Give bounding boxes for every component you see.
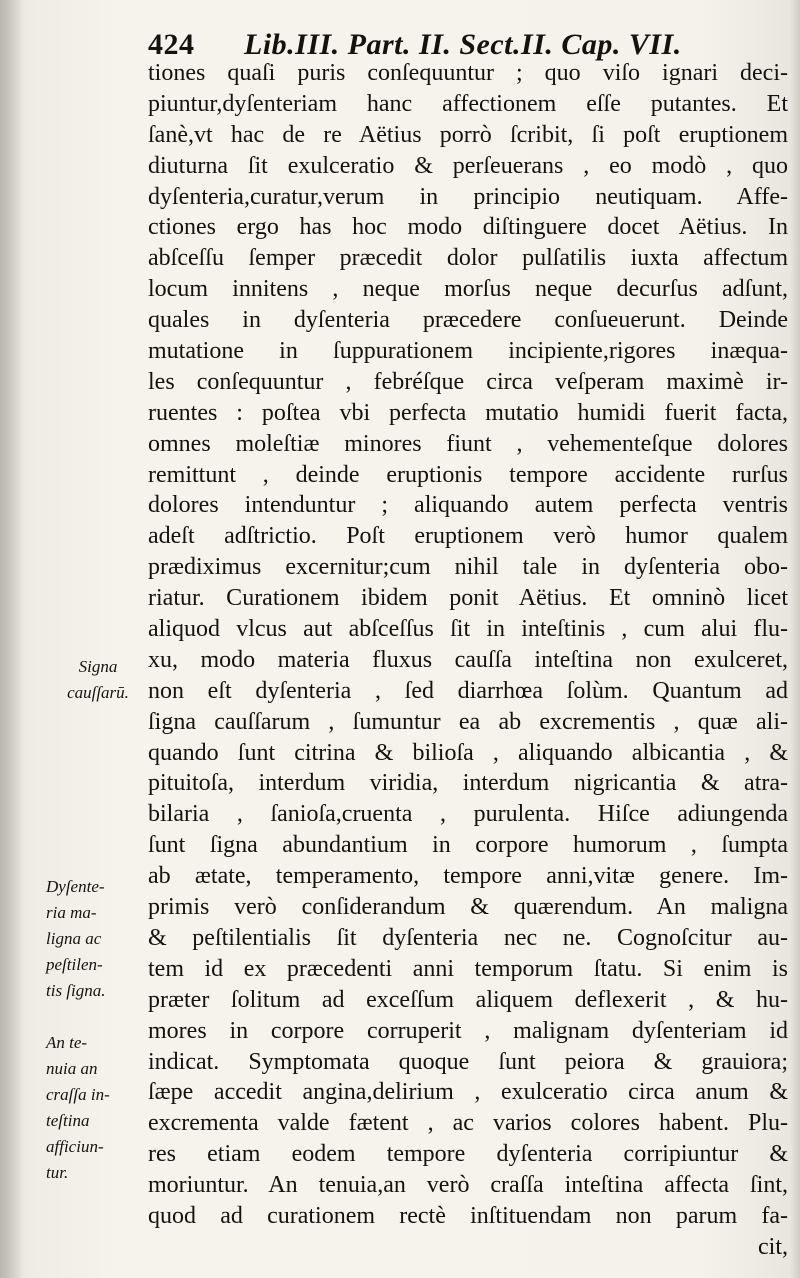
text-line: excrementa valde fætent , ac varios colores habent. Plu- — [148, 1110, 788, 1137]
page-number: 424 — [148, 28, 195, 61]
text-line: non eſt dyſenteria , ſed diarrhœa ſolùm. Quantum ad — [148, 677, 788, 704]
margin-note-line: Dyſente- — [46, 877, 105, 896]
text-line: remittunt , deinde eruptionis tempore accidente rurſus — [148, 461, 788, 488]
margin-note-line: tur. — [46, 1163, 69, 1182]
margin-note-line: cauſſarū. — [67, 683, 129, 702]
text-line: moriuntur. An tenuia,an verò craſſa inteſtina affecta ſint, — [148, 1172, 788, 1199]
text-line: res etiam eodem tempore dyſenteria corripiuntur & — [148, 1141, 788, 1168]
text-line: omnes moleſtiæ minores fiunt , vehementeſque dolores — [148, 430, 788, 457]
main-text-block — [148, 58, 788, 1263]
margin-note-line: An te- — [46, 1033, 88, 1052]
text-line: riatur. Curationem ibidem ponit Aëtius. Et omninò licet — [148, 585, 788, 612]
margin-note-line: ria ma- — [46, 903, 97, 922]
text-line: tem id ex præcedenti anni temporum ſtatu. Si enim is — [148, 955, 788, 982]
text-line: aliquod vlcus aut abſceſſus ſit in inteſtinis , cum alui flu- — [148, 616, 788, 643]
text-line: cit, — [758, 1233, 788, 1260]
text-line: ab ætate, temperamento, tempore anni,vitæ genere. Im- — [148, 863, 788, 890]
text-line: quod ad curationem rectè inſtituendam non parum fa- — [148, 1202, 788, 1229]
text-line: adeſt adſtrictio. Poſt eruptionem verò humor qualem — [148, 523, 788, 550]
margin-note-line: Signa — [78, 657, 118, 676]
text-line: prædiximus excernitur;cum nihil tale in dyſenteria obo- — [148, 554, 788, 581]
text-line: ſæpe accedit angina,delirium , exulceratio circa anum & — [148, 1079, 788, 1106]
text-line: bilaria , ſanioſa,cruenta , purulenta. Hiſce adiungenda — [148, 801, 788, 828]
text-line: diuturna ſit exulceratio & perſeuerans , eo modò , quo — [148, 152, 788, 179]
text-line: xu, modo materia fluxus cauſſa inteſtina non exulceret, — [148, 646, 788, 673]
text-line: dolores intenduntur ; aliquando autem perfecta ventris — [148, 492, 788, 519]
text-line: locum innitens , neque morſus neque decurſus adſunt, — [148, 276, 788, 303]
margin-note-signa-caussarum — [46, 654, 150, 706]
margin-note-line: craſſa in- — [46, 1085, 110, 1104]
margin-note-line: teſtina — [46, 1111, 90, 1130]
margin-note-line: ligna ac — [46, 929, 102, 948]
text-line: ſigna cauſſarum , ſumuntur ea ab excrementis , quæ ali- — [148, 708, 788, 735]
text-line: ſanè,vt hac de re Aëtius porrò ſcribit, ſi poſt eruptionem — [148, 121, 788, 148]
text-line: pituitoſa, interdum viridia, interdum nigricantia & atra- — [148, 770, 788, 797]
text-line: ctiones ergo has hoc modo diſtinguere docet Aëtius. In — [148, 214, 788, 241]
text-line: & peſtilentialis ſit dyſenteria nec ne. Cognoſcitur au- — [148, 924, 788, 951]
text-line: quando ſunt citrina & bilioſa , aliquando albicantia , & — [148, 739, 788, 766]
text-line: les conſequuntur , febréſque circa veſperam maximè ir- — [148, 368, 788, 395]
text-line: piuntur,dyſenteriam hanc affectionem eſſe putantes. Et — [148, 90, 788, 117]
text-line: mutatione in ſuppurationem incipiente,rigores inæqua- — [148, 338, 788, 365]
text-line: tiones quaſi puris conſequuntur ; quo viſo ignari deci- — [148, 60, 788, 86]
text-line: abſceſſu ſemper præcedit dolor pulſatilis iuxta affectum — [148, 245, 788, 272]
text-line: indicat. Symptomata quoque ſunt peiora & grauiora; — [148, 1048, 788, 1075]
text-line: mores in corpore corruperit , malignam dyſenteriam id — [148, 1017, 788, 1044]
text-line: dyſenteria,curatur,verum in principio neutiquam. Affe- — [148, 183, 788, 210]
text-line: ſunt ſigna abundantium in corpore humorum , ſumpta — [148, 832, 788, 859]
margin-note-line: nuia an — [46, 1059, 98, 1078]
margin-note-line: peſtilen- — [46, 955, 103, 974]
text-line: præter ſolitum ad exceſſum aliquem deflexerit , & hu- — [148, 986, 788, 1013]
margin-note-line: tis ſigna. — [46, 981, 106, 1000]
margin-note-an-tenuia — [46, 1030, 150, 1186]
margin-note-dysenteria-maligna — [46, 874, 150, 1004]
text-line: primis verò conſiderandum & quærendum. An maligna — [148, 894, 788, 921]
text-line: quales in dyſenteria præcedere conſueuerunt. Deinde — [148, 307, 788, 334]
page-header — [148, 14, 788, 64]
margin-note-line: afficiun- — [46, 1137, 104, 1156]
gutter-shadow — [0, 0, 22, 1278]
running-head: Lib.III. Part. II. Sect.II. Cap. VII. — [244, 28, 682, 61]
text-line: ruentes : poſtea vbi perfecta mutatio humidi fuerit facta, — [148, 399, 788, 426]
